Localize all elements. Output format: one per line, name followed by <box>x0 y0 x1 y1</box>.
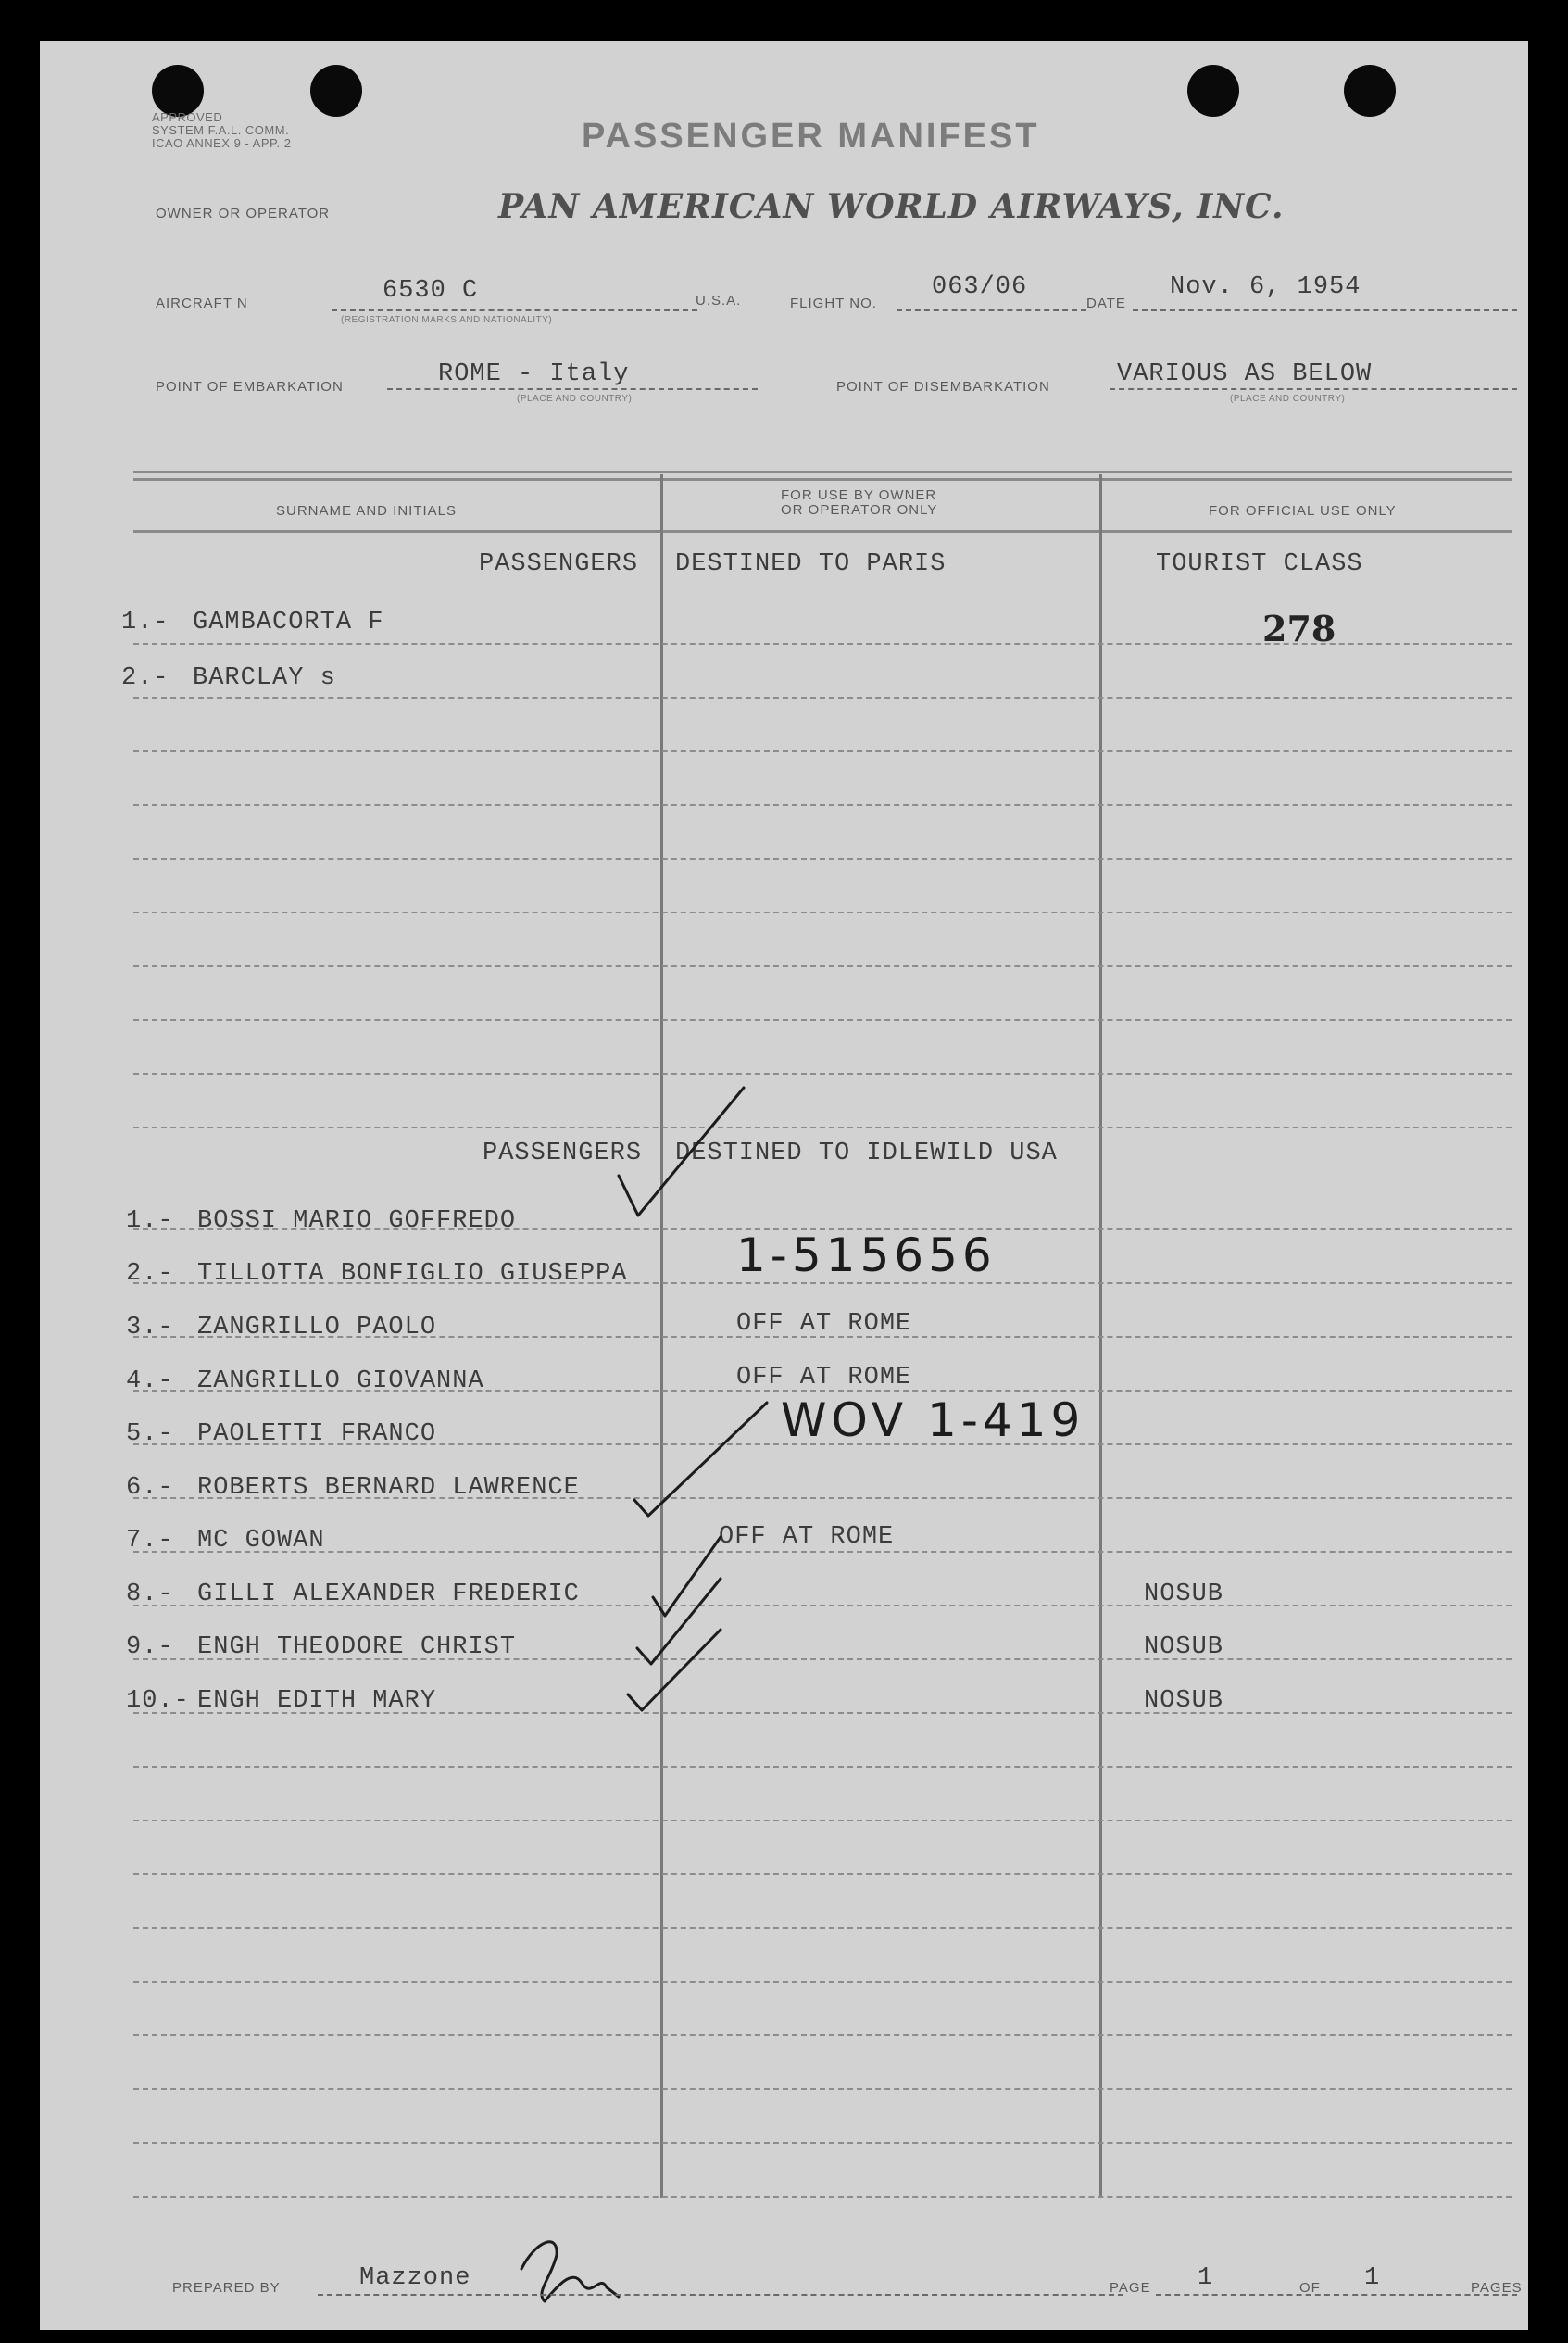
section2-row-4-number: 4.- <box>126 1367 174 1395</box>
usa-label: U.S.A. <box>696 293 742 309</box>
embarkation-sublabel: (PLACE AND COUNTRY) <box>517 394 633 404</box>
section2-row-10-official: NOSUB <box>1144 1687 1224 1715</box>
section2-heading-left: PASSENGERS <box>483 1140 643 1167</box>
section2-row-7-number: 7.- <box>126 1527 174 1555</box>
column-header-owner-use-2: OR OPERATOR ONLY <box>781 502 938 518</box>
section2-row-3-number: 3.- <box>126 1314 174 1342</box>
handwritten-wov-number: WOV 1-419 <box>781 1393 1085 1447</box>
aircraft-value: 6530 C <box>383 277 479 305</box>
check-mark-row-10 <box>628 1630 721 1710</box>
check-mark-row-6 <box>634 1403 767 1516</box>
section2-row-6-name: ROBERTS BERNARD LAWRENCE <box>197 1474 580 1502</box>
disembarkation-label: POINT OF DISEMBARKATION <box>836 379 1050 395</box>
page-label: PAGE <box>1110 2280 1151 2296</box>
section2-row-9-name: ENGH THEODORE CHRIST <box>197 1633 517 1661</box>
embarkation-label: POINT OF EMBARKATION <box>156 379 344 395</box>
owner-label: OWNER OR OPERATOR <box>156 206 331 221</box>
section1-heading-left: PASSENGERS <box>479 550 639 578</box>
aircraft-sublabel: (REGISTRATION MARKS AND NATIONALITY) <box>341 315 553 325</box>
aircraft-label: AIRCRAFT N <box>156 296 248 311</box>
section2-row-8-number: 8.- <box>126 1581 174 1608</box>
section2-row-3-name: ZANGRILLO PAOLO <box>197 1314 437 1342</box>
date-value: Nov. 6, 1954 <box>1170 273 1361 301</box>
column-header-official: FOR OFFICIAL USE ONLY <box>1209 503 1397 519</box>
approval-line-3: ICAO ANNEX 9 - APP. 2 <box>152 136 292 150</box>
section2-row-10-number: 10.- <box>126 1687 190 1715</box>
flight-value: 063/06 <box>932 273 1028 301</box>
section1-row-2-name: BARCLAY s <box>193 664 336 692</box>
section2-row-10-name: ENGH EDITH MARY <box>197 1687 437 1715</box>
section1-row-1-number: 1.- <box>121 609 169 636</box>
manifest-sheet <box>40 41 1528 2330</box>
date-label: DATE <box>1086 296 1126 311</box>
section2-row-9-official: NOSUB <box>1144 1633 1224 1661</box>
disembarkation-sublabel: (PLACE AND COUNTRY) <box>1230 394 1346 404</box>
disembarkation-value: VARIOUS AS BELOW <box>1117 360 1373 388</box>
section2-row-8-official: NOSUB <box>1144 1581 1224 1608</box>
section2-row-6-number: 6.- <box>126 1474 174 1502</box>
section2-row-1-name: BOSSI MARIO GOFFREDO <box>197 1207 517 1235</box>
section2-row-2-number: 2.- <box>126 1260 174 1288</box>
check-mark-row-9 <box>637 1579 721 1664</box>
section2-row-3-note: OFF AT ROME <box>736 1310 912 1338</box>
section1-heading-mid: DESTINED TO PARIS <box>675 550 947 578</box>
approval-line-1: APPROVED <box>152 110 223 124</box>
section2-row-7-name: MC GOWAN <box>197 1527 325 1555</box>
flight-label: FLIGHT NO. <box>790 296 877 311</box>
page-value: 1 <box>1198 2264 1214 2292</box>
check-mark-row-1 <box>619 1088 744 1216</box>
check-mark-row-8 <box>653 1537 721 1616</box>
section2-row-8-name: GILLI ALEXANDER FREDERIC <box>197 1581 580 1608</box>
section2-row-5-name: PAOLETTI FRANCO <box>197 1420 437 1448</box>
section2-row-4-note: OFF AT ROME <box>736 1364 912 1392</box>
pages-label: PAGES <box>1471 2280 1523 2296</box>
prepared-by-value: Mazzone <box>359 2264 471 2292</box>
section2-row-5-number: 5.- <box>126 1420 174 1448</box>
prepared-by-label: PREPARED BY <box>172 2280 281 2296</box>
section2-row-4-name: ZANGRILLO GIOVANNA <box>197 1367 484 1395</box>
page-title: PASSENGER MANIFEST <box>582 117 1040 156</box>
section1-heading-right: TOURIST CLASS <box>1156 550 1363 578</box>
section2-row-7-note: OFF AT ROME <box>719 1523 895 1551</box>
handwritten-check-marks <box>40 41 1528 2330</box>
approval-line-2: SYSTEM F.A.L. COMM. <box>152 123 290 137</box>
section1-row-1-name: GAMBACORTA F <box>193 609 384 636</box>
section1-row-2-number: 2.- <box>121 664 169 692</box>
section2-row-2-name: TILLOTTA BONFIGLIO GIUSEPPA <box>197 1260 628 1288</box>
column-header-surname: SURNAME AND INITIALS <box>276 503 458 519</box>
of-label: OF <box>1299 2280 1321 2296</box>
owner-value: PAN AMERICAN WORLD AIRWAYS, INC. <box>498 187 1285 226</box>
tourist-stamp-number: 278 <box>1262 608 1336 649</box>
page-underline <box>1156 2294 1517 2296</box>
signature-scribble <box>521 2242 619 2301</box>
column-header-owner-use-1: FOR USE BY OWNER <box>781 487 937 503</box>
embarkation-value: ROME - Italy <box>438 360 630 388</box>
prepared-by-underline <box>318 2294 1123 2296</box>
section2-row-9-number: 9.- <box>126 1633 174 1661</box>
section2-row-1-number: 1.- <box>126 1207 174 1235</box>
of-value: 1 <box>1364 2264 1381 2292</box>
handwritten-ticket-number: 1-515656 <box>736 1228 997 1282</box>
section2-heading-mid: DESTINED TO IDLEWILD USA <box>675 1140 1058 1167</box>
